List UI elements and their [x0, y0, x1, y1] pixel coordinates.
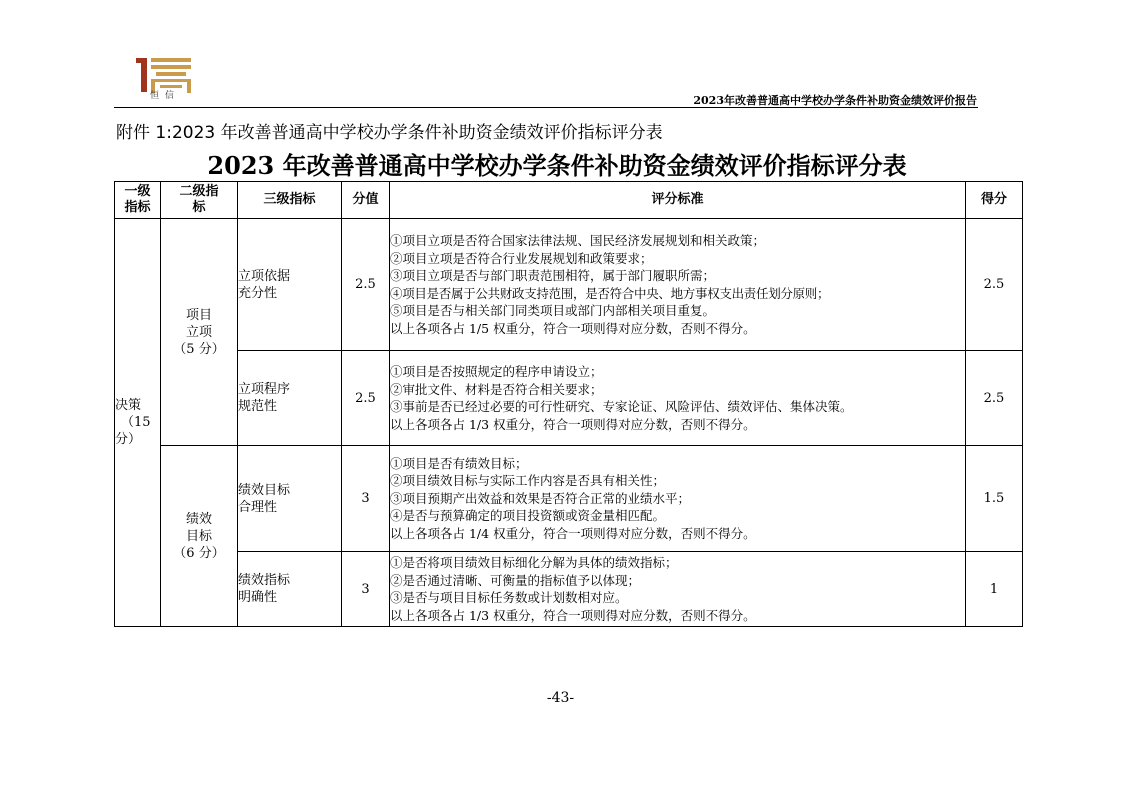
level2-indicator: 项目 立项 （5 分） [161, 219, 238, 446]
header-level3: 三级指标 [238, 182, 342, 219]
level2-indicator: 绩效 目标 （6 分） [161, 446, 238, 627]
logo-text: 恒信 [150, 91, 181, 101]
criteria-cell: ①项目是否按照规定的程序申请设立； ②审批文件、材料是否符合相关要求； ③事前是否已经过必要的可行性研究、专家论证、风险评估、绩效评估、集体决策。 以上各项各占 1/3 权重分，符合一项则得对应分数，否则不得分。 [390, 351, 966, 446]
header-weight: 分值 [342, 182, 390, 219]
level3-indicator: 立项程序 规范性 [238, 351, 342, 446]
score-cell: 2.5 [966, 351, 1023, 446]
table-row [115, 351, 1023, 446]
header-level1: 一级 指标 [115, 182, 161, 219]
table-row [115, 552, 1023, 627]
table-row [115, 446, 1023, 552]
header-criteria: 评分标准 [390, 182, 966, 219]
weight-cell: 3 [342, 552, 390, 627]
weight-cell: 2.5 [342, 219, 390, 351]
weight-cell: 2.5 [342, 351, 390, 446]
page-number: -43- [546, 690, 575, 706]
criteria-cell: ①项目立项是否符合国家法律法规、国民经济发展规划和相关政策； ②项目立项是否符合行业发展规划和政策要求； ③项目立项是否与部门职责范围相符，属于部门履职所需； ④项目是否属于公共财政支持范围，是否符合中央、地方事权支出责任划分原则； ⑤项目是否与相关部门同类项目或部门内部相关项目重复。 以上各项各占 1/5 权重分，符合一项则得对应分数，否则不得分。 [390, 219, 966, 351]
table-row [115, 219, 1023, 351]
score-cell: 1.5 [966, 446, 1023, 552]
level3-indicator: 绩效指标 明确性 [238, 552, 342, 627]
criteria-cell: ①项目是否有绩效目标； ②项目绩效目标与实际工作内容是否具有相关性； ③项目预期产出效益和效果是否符合正常的业绩水平； ④是否与预算确定的项目投资额或资金量相匹配。 以上各项各占 1/4 权重分，符合一项则得对应分数，否则不得分。 [390, 446, 966, 552]
header-score: 得分 [966, 182, 1023, 219]
page-title: 2023 年改善普通高中学校办学条件补助资金绩效评价指标评分表 [207, 151, 907, 180]
table-header-row [115, 182, 1023, 219]
header-level2: 二级指 标 [161, 182, 238, 219]
attachment-label: 附件 1:2023 年改善普通高中学校办学条件补助资金绩效评价指标评分表 [116, 123, 663, 143]
score-cell: 1 [966, 552, 1023, 627]
level3-indicator: 立项依据 充分性 [238, 219, 342, 351]
score-table [114, 181, 1023, 627]
report-header-title: 2023年改善普通高中学校办学条件补助资金绩效评价报告 [693, 94, 977, 107]
score-cell: 2.5 [966, 219, 1023, 351]
header-divider [114, 107, 978, 108]
weight-cell: 3 [342, 446, 390, 552]
criteria-cell: ①是否将项目绩效目标细化分解为具体的绩效指标； ②是否通过清晰、可衡量的指标值予以体现； ③是否与项目目标任务数或计划数相对应。 以上各项各占 1/3 权重分，符合一项则得对应分数，否则不得分。 [390, 552, 966, 627]
level3-indicator: 绩效目标 合理性 [238, 446, 342, 552]
level1-indicator: 决策 （15 分） [115, 219, 161, 627]
